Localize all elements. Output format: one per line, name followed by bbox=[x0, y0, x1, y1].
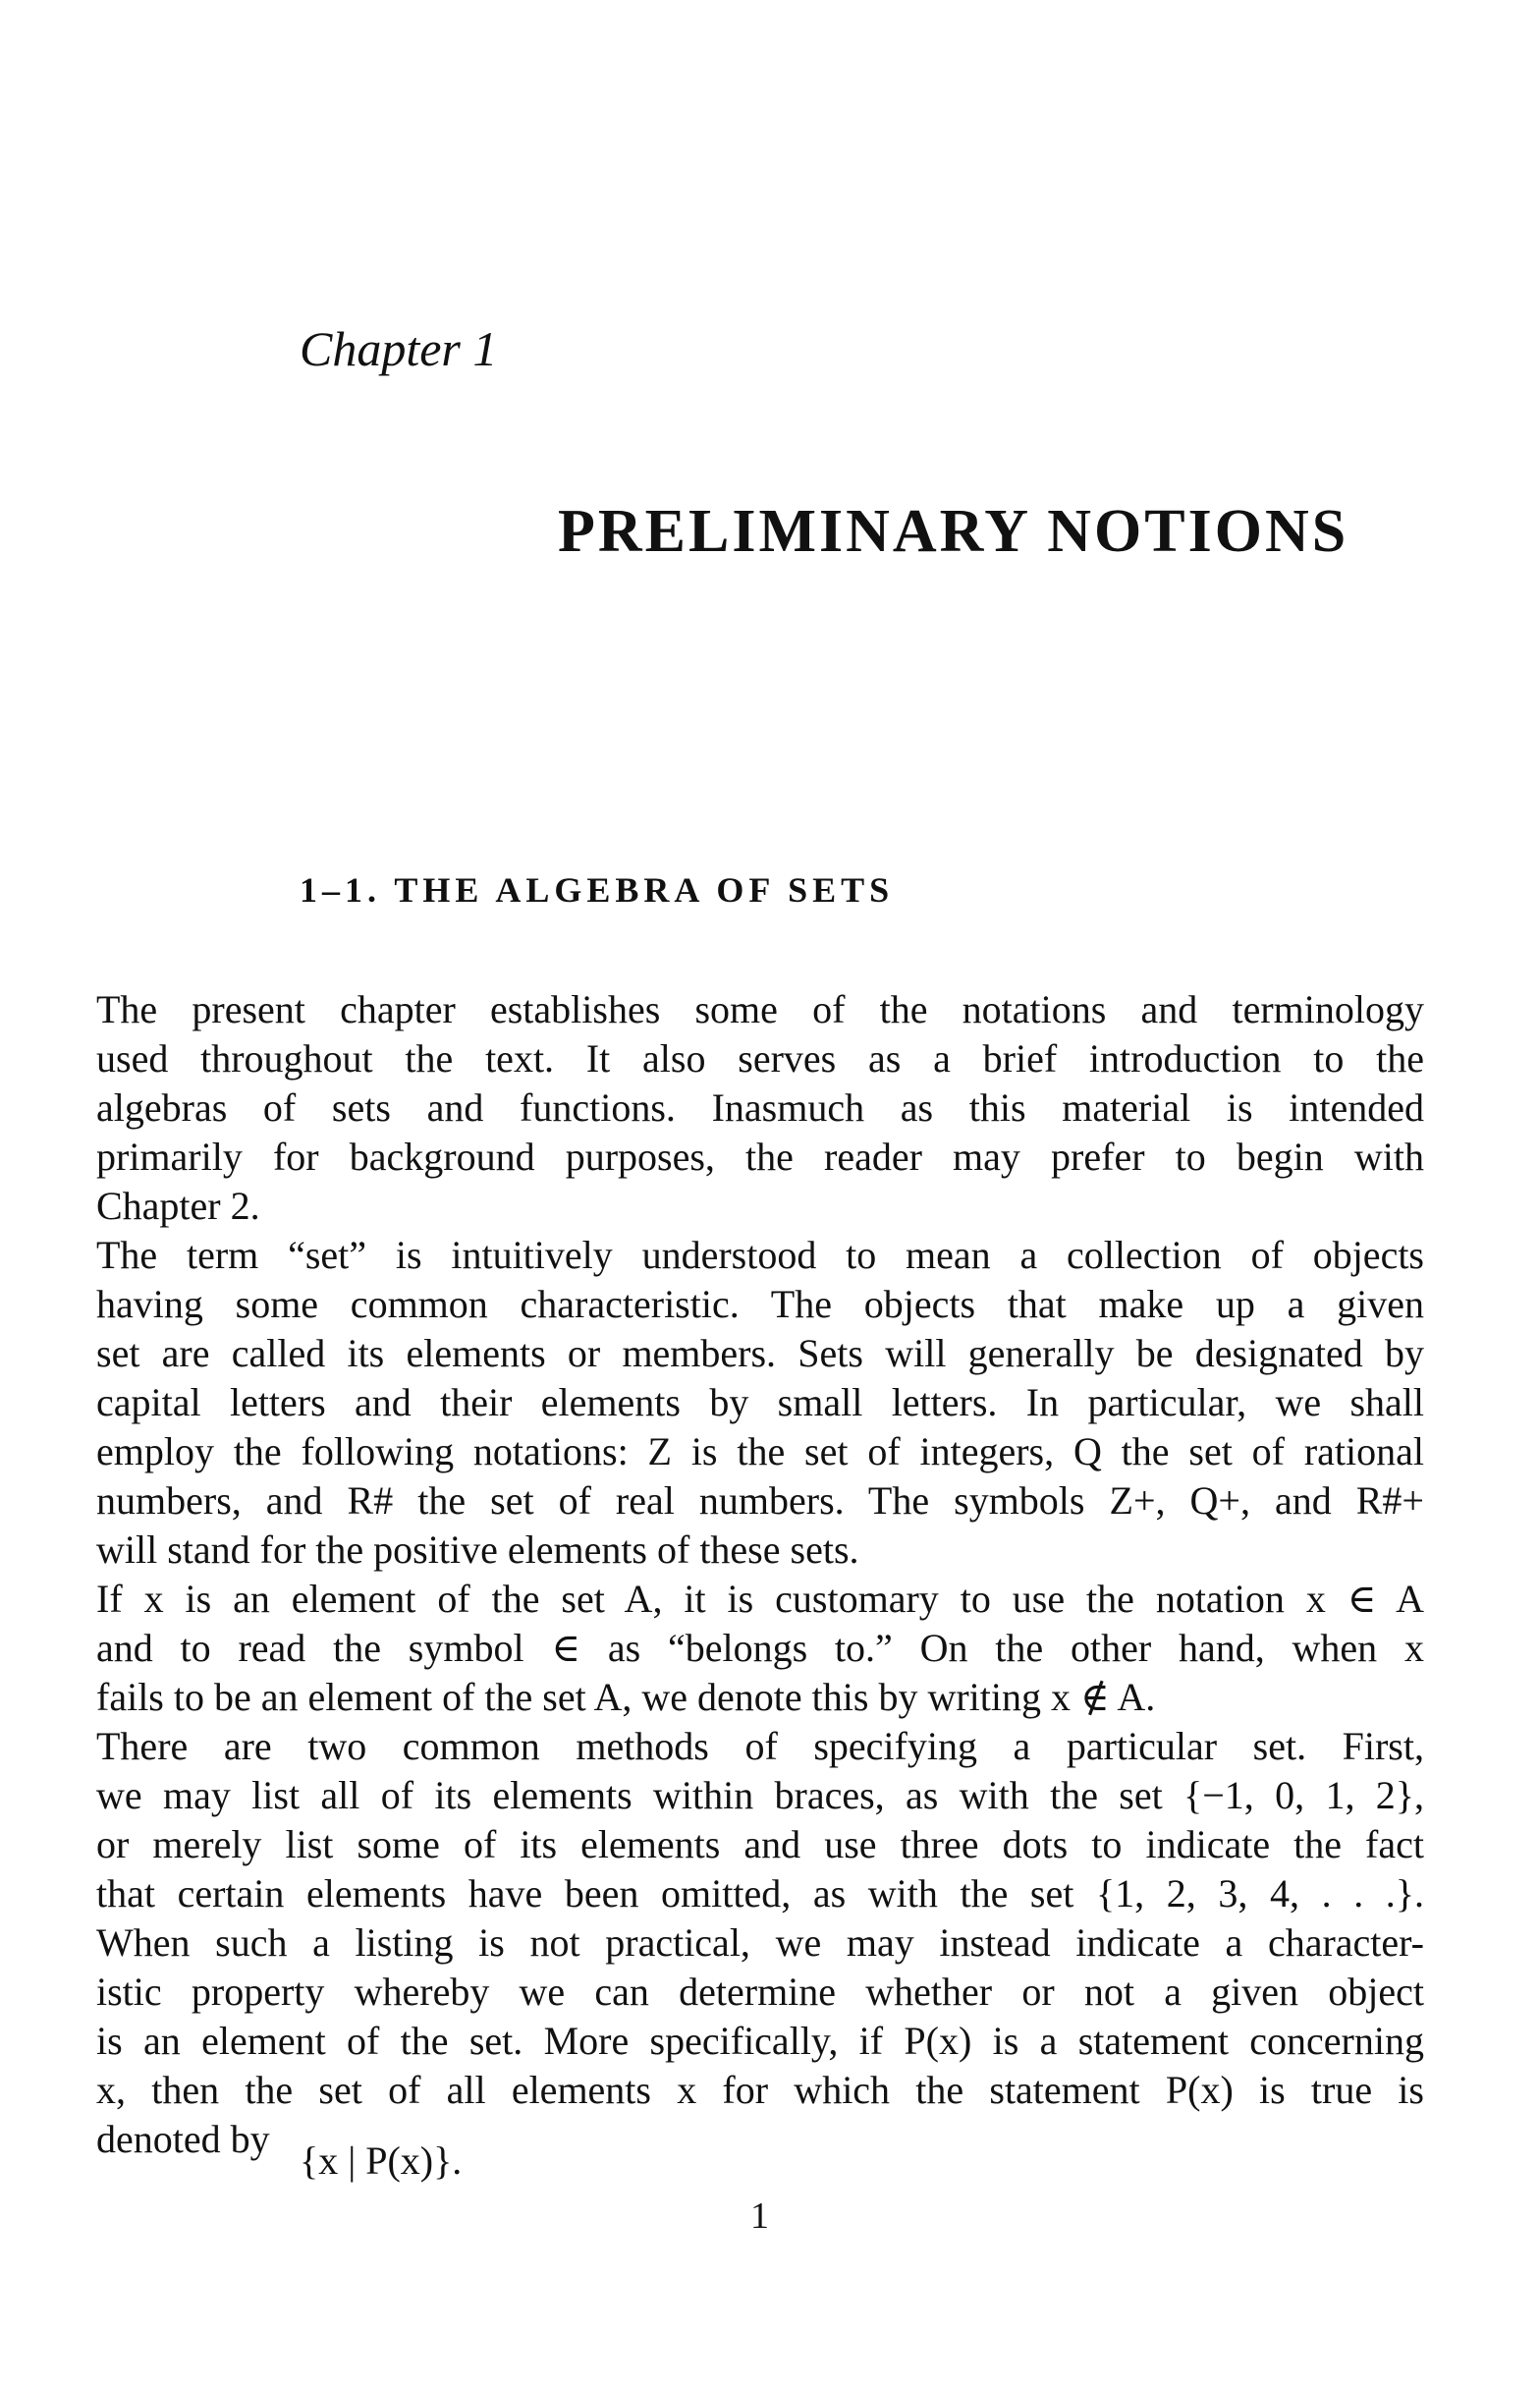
paragraph-2 bbox=[96, 1231, 1424, 1575]
paragraph-3 bbox=[96, 1575, 1424, 1722]
text-line: is an element of the set. More specifically, if P(x) is a statement concerning bbox=[96, 2019, 1424, 2063]
text-line: employ the following notations: Z is the set of integers, Q the set of rational bbox=[96, 1429, 1424, 1473]
text-line: fails to be an element of the set A, we denote this by writing x ∉ A. bbox=[96, 1675, 1156, 1719]
text-line: denoted by bbox=[96, 2117, 270, 2161]
text-line: set are called its elements or members. Sets will generally be designated by bbox=[96, 1331, 1424, 1375]
text-line: algebras of sets and functions. Inasmuch as this material is intended bbox=[96, 1085, 1424, 1130]
page-number: 1 bbox=[750, 2195, 769, 2237]
section-heading: 1–1. THE ALGEBRA OF SETS bbox=[300, 870, 895, 910]
text-line: that certain elements have been omitted, as with the set {1, 2, 3, 4, . . .}. bbox=[96, 1871, 1424, 1915]
chapter-label: Chapter 1 bbox=[300, 321, 498, 376]
chapter-title: PRELIMINARY NOTIONS bbox=[558, 498, 1349, 565]
text-line: istic property whereby we can determine whether or not a given object bbox=[96, 1970, 1424, 2014]
text-line: capital letters and their elements by small letters. In particular, we shall bbox=[96, 1380, 1424, 1424]
display-formula: {x | P(x)}. bbox=[300, 2138, 463, 2183]
text-line: numbers, and R# the set of real numbers. The symbols Z+, Q+, and R#+ bbox=[96, 1478, 1424, 1523]
text-line: we may list all of its elements within braces, as with the set {−1, 0, 1, 2}, bbox=[96, 1773, 1424, 1817]
text-line: Chapter 2. bbox=[96, 1184, 260, 1228]
text-line: will stand for the positive elements of these sets. bbox=[96, 1527, 859, 1572]
body-text bbox=[96, 985, 1424, 2164]
text-line: There are two common methods of specifying a particular set. First, bbox=[96, 1724, 1424, 1768]
text-line: having some common characteristic. The objects that make up a given bbox=[96, 1282, 1424, 1326]
text-line: The term “set” is intuitively understood to mean a collection of objects bbox=[96, 1233, 1424, 1277]
text-line: If x is an element of the set A, it is customary to use the notation x ∈ A bbox=[96, 1577, 1424, 1621]
paragraph-1 bbox=[96, 985, 1424, 1231]
text-line: When such a listing is not practical, we may instead indicate a character- bbox=[96, 1920, 1424, 1965]
text-line: The present chapter establishes some of the notations and terminology bbox=[96, 987, 1424, 1031]
text-line: used throughout the text. It also serves as a brief introduction to the bbox=[96, 1036, 1424, 1081]
text-line: or merely list some of its elements and use three dots to indicate the fact bbox=[96, 1822, 1424, 1866]
text-line: x, then the set of all elements x for which the statement P(x) is true is bbox=[96, 2068, 1424, 2112]
paragraph-4 bbox=[96, 1722, 1424, 2164]
text-line: and to read the symbol ∈ as “belongs to.” On the other hand, when x bbox=[96, 1626, 1424, 1670]
text-line: primarily for background purposes, the reader may prefer to begin with bbox=[96, 1135, 1424, 1179]
